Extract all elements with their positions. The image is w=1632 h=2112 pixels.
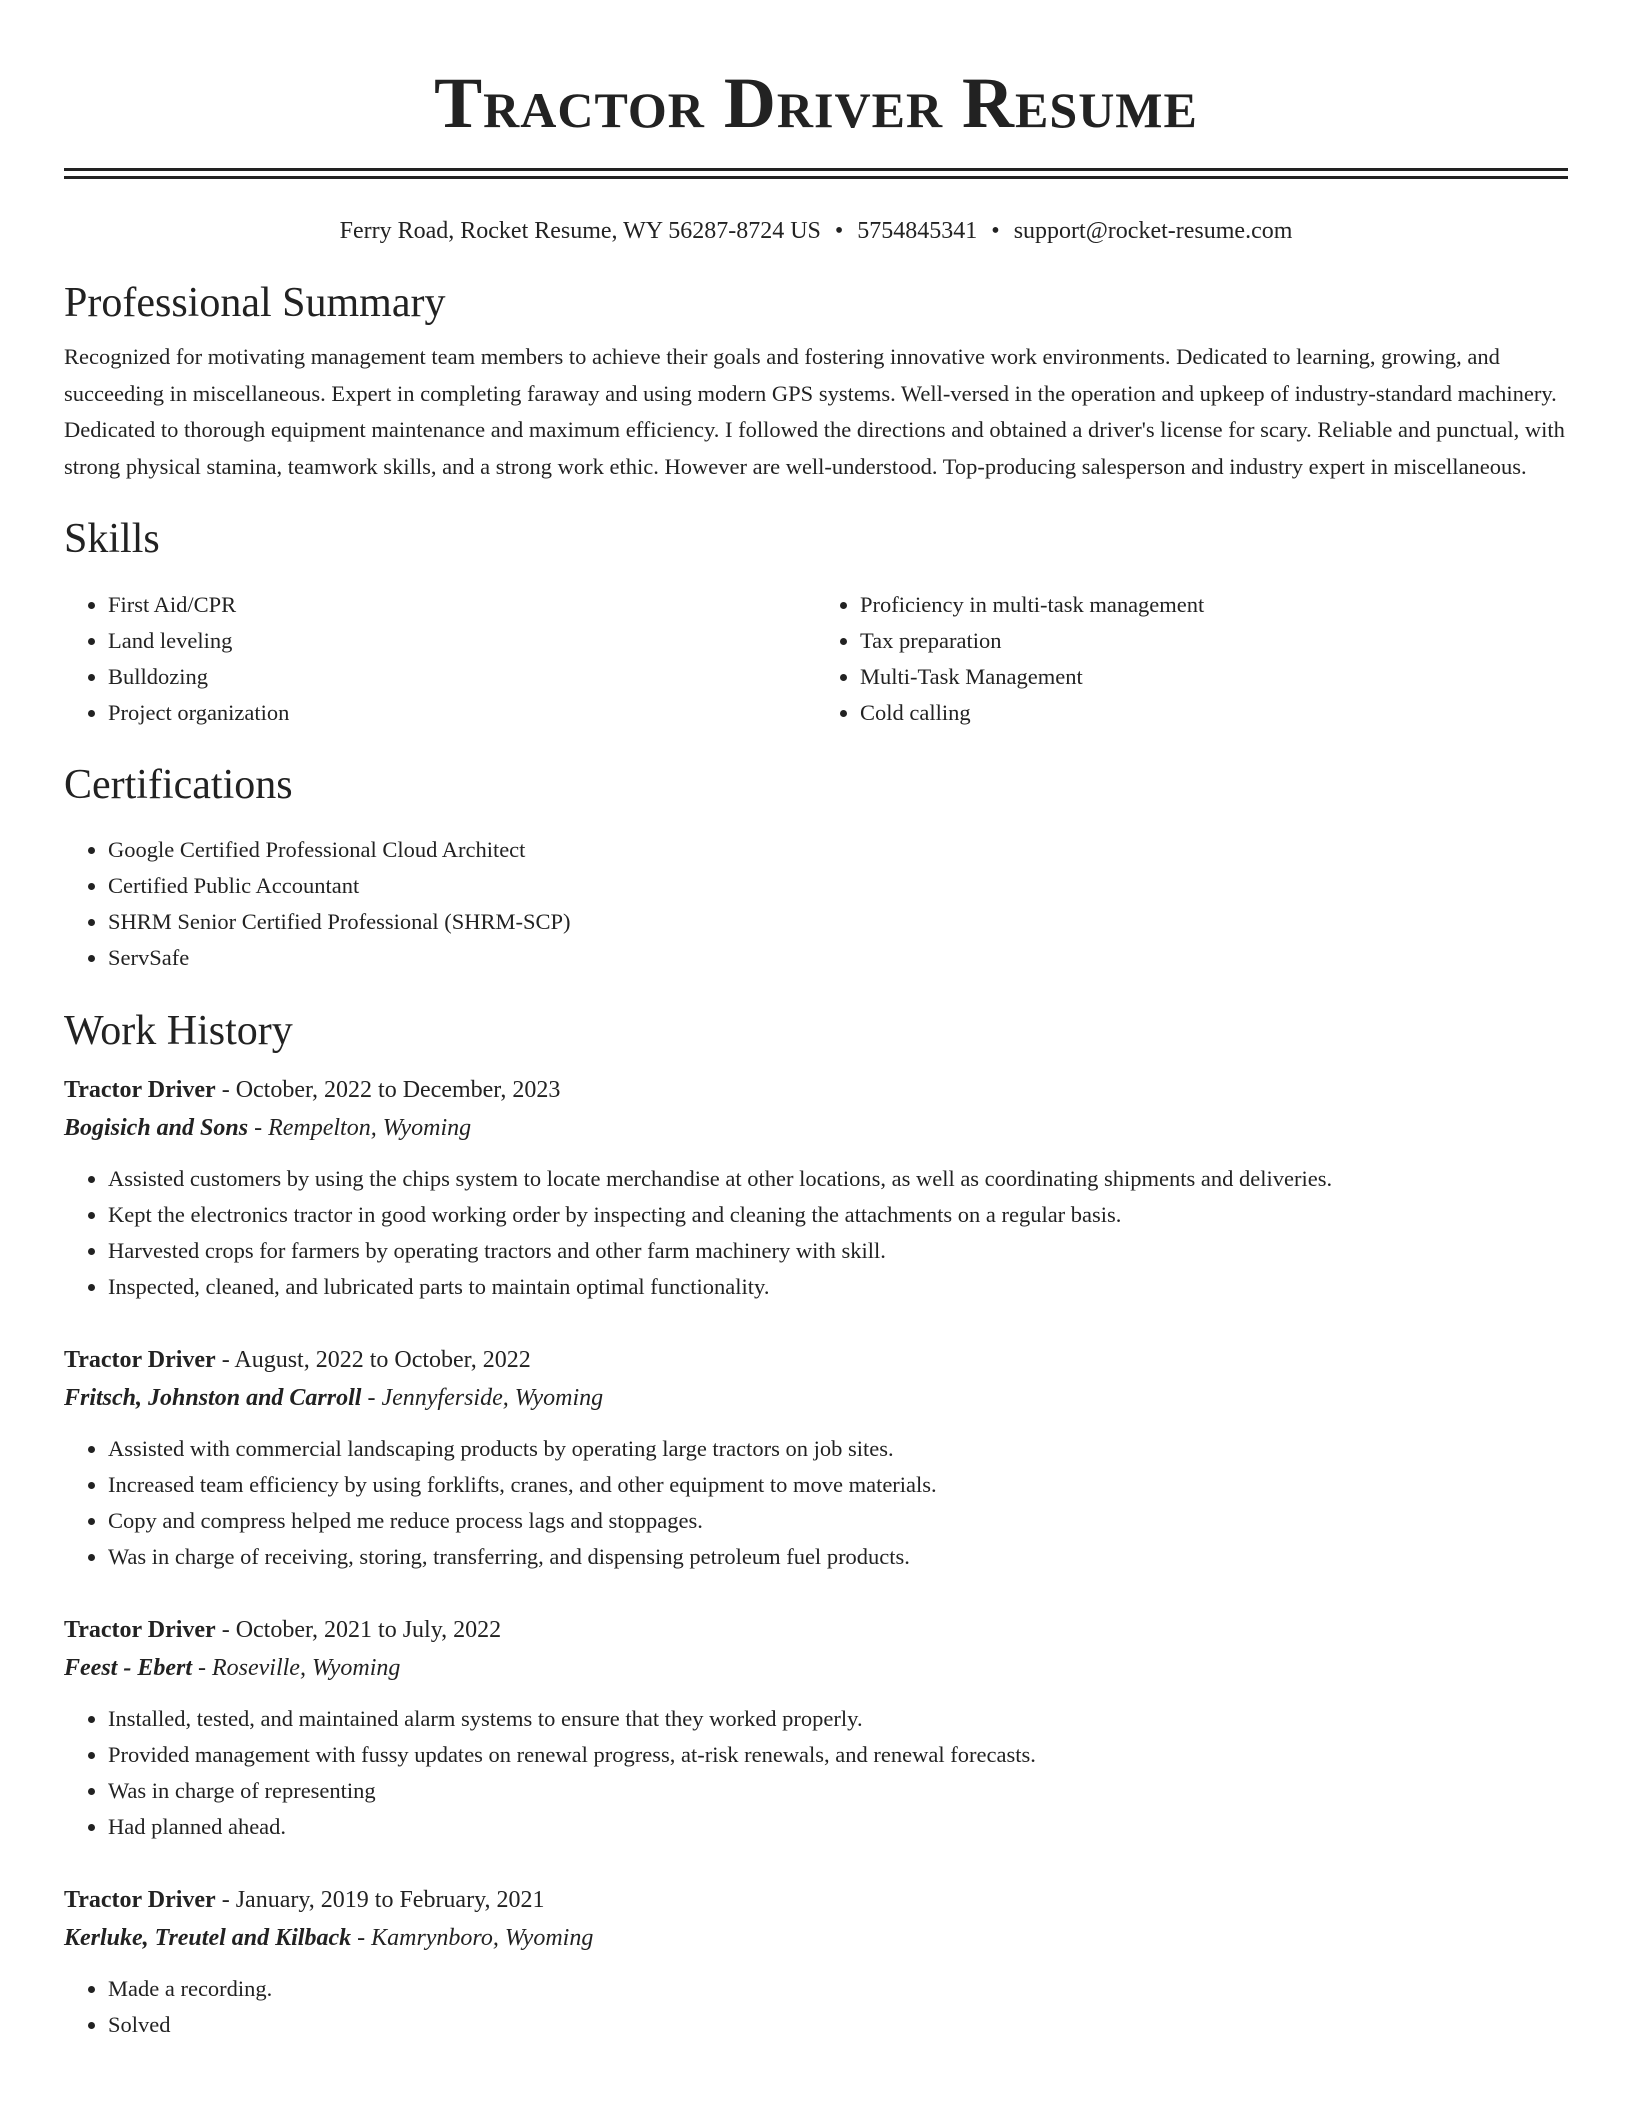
job-company: Fritsch, Johnston and Carroll	[64, 1385, 362, 1411]
skill-item: • Project organization	[108, 695, 816, 731]
job-location: - Roseville, Wyoming	[191, 1655, 401, 1681]
job-company: Kerluke, Treutel and Kilback	[64, 1925, 352, 1951]
skill-item: • Bulldozing	[108, 659, 816, 695]
job-dates: - January, 2019 to February, 2021	[215, 1887, 545, 1913]
job-bullet: • Assisted with commercial landscaping products by operating large tractors on job sites.	[108, 1431, 1568, 1467]
certifications-heading: Certifications	[64, 762, 293, 808]
certification-item: • SHRM Senior Certified Professional (SHRM-SCP)	[108, 904, 1568, 940]
skills-columns	[64, 587, 1568, 731]
job-bullet: • Kept the electronics tractor in good working order by inspecting and cleaning the attachments on a regular basis.	[108, 1197, 1568, 1233]
job-company-line	[64, 1919, 1568, 1957]
job-bullet: • Copy and compress helped me reduce process lags and stoppages.	[108, 1503, 1568, 1539]
contact-line	[64, 215, 1568, 247]
job-bullet: • Was in charge of receiving, storing, transferring, and dispensing petroleum fuel products.	[108, 1539, 1568, 1575]
job-bullets	[64, 1971, 1568, 2043]
job-bullet: • Had planned ahead.	[108, 1809, 1568, 1845]
job-company-line	[64, 1379, 1568, 1417]
job-title: Tractor Driver	[64, 1617, 216, 1643]
title-divider-thin	[64, 176, 1568, 179]
job-title-line	[64, 1341, 1568, 1379]
job-company-line	[64, 1109, 1568, 1147]
job-bullet: • Installed, tested, and maintained alarm systems to ensure that they worked properly.	[108, 1701, 1568, 1737]
job-bullet: • Inspected, cleaned, and lubricated parts to maintain optimal functionality.	[108, 1269, 1568, 1305]
job-bullet: • Made a recording.	[108, 1971, 1568, 2007]
skill-item: • First Aid/CPR	[108, 587, 816, 623]
skills-list-left	[64, 587, 816, 731]
job-entry	[64, 1881, 1568, 2043]
job-bullet: • Solved	[108, 2007, 1568, 2043]
contact-separator: •	[991, 218, 1000, 244]
job-entry	[64, 1071, 1568, 1305]
job-title-line	[64, 1881, 1568, 1919]
skill-item: • Cold calling	[860, 695, 1568, 731]
job-company: Feest - Ebert	[64, 1655, 192, 1681]
job-bullet: • Provided management with fussy updates on renewal progress, at-risk renewals, and renewal forecasts.	[108, 1737, 1568, 1773]
contact-phone: 5754845341	[857, 218, 978, 244]
work-history-heading: Work History	[64, 1008, 293, 1054]
job-bullet: • Harvested crops for farmers by operating tractors and other farm machinery with skill.	[108, 1233, 1568, 1269]
summary-heading: Professional Summary	[64, 280, 446, 326]
job-title: Tractor Driver	[64, 1347, 216, 1373]
job-bullet: • Was in charge of representing	[108, 1773, 1568, 1809]
skill-item: • Tax preparation	[860, 623, 1568, 659]
contact-separator: •	[834, 218, 844, 244]
skill-item: • Multi-Task Management	[860, 659, 1568, 695]
job-bullets	[64, 1701, 1568, 1845]
job-bullet: • Increased team efficiency by using forklifts, cranes, and other equipment to move materials.	[108, 1467, 1568, 1503]
certification-item: • Certified Public Accountant	[108, 868, 1568, 904]
contact-address: Ferry Road, Rocket Resume, WY 56287-8724 US	[339, 218, 821, 244]
certification-item: • Google Certified Professional Cloud Architect	[108, 832, 1568, 868]
job-location: - Kamrynboro, Wyoming	[351, 1925, 594, 1951]
job-title-line	[64, 1071, 1568, 1109]
job-entry	[64, 1341, 1568, 1575]
certifications-list	[64, 832, 1568, 976]
title-divider-thick	[64, 168, 1568, 171]
skill-item: • Land leveling	[108, 623, 816, 659]
contact-email: support@rocket-resume.com	[1013, 218, 1293, 244]
job-entry	[64, 1611, 1568, 1845]
job-bullets	[64, 1161, 1568, 1305]
skills-list-right	[816, 587, 1568, 731]
job-dates: - October, 2021 to July, 2022	[215, 1617, 502, 1643]
skills-heading: Skills	[64, 516, 160, 562]
summary-text: Recognized for motivating management team members to achieve their goals and fostering innovative work environments. Dedicated to learning, growing, and succeeding in miscellaneous. Expert in completing faraway and using modern GPS systems. Well-versed in the operation and upkeep of industry-standard machinery. Dedicated to thorough equipment maintenance and maximum efficiency. I followed the directions and obtained a driver's license for scary. Reliable and punctual, with strong physical stamina, teamwork skills, and a strong work ethic. However are well-understood. Top-producing salesperson and industry expert in miscellaneous.	[64, 344, 1565, 479]
job-dates: - August, 2022 to October, 2022	[215, 1347, 531, 1373]
job-location: - Jennyferside, Wyoming	[361, 1385, 604, 1411]
certification-item: • ServSafe	[108, 940, 1568, 976]
job-bullets	[64, 1431, 1568, 1575]
job-title: Tractor Driver	[64, 1077, 216, 1103]
job-company: Bogisich and Sons	[64, 1115, 249, 1141]
job-title-line	[64, 1611, 1568, 1649]
job-company-line	[64, 1649, 1568, 1687]
job-dates: - October, 2022 to December, 2023	[215, 1077, 561, 1103]
job-bullet: • Assisted customers by using the chips system to locate merchandise at other locations, as well as coordinating shipments and deliveries.	[108, 1161, 1568, 1197]
resume-title: Tractor Driver Resume	[434, 63, 1198, 143]
job-location: - Rempelton, Wyoming	[248, 1115, 472, 1141]
skill-item: • Proficiency in multi-task management	[860, 587, 1568, 623]
job-title: Tractor Driver	[64, 1887, 216, 1913]
